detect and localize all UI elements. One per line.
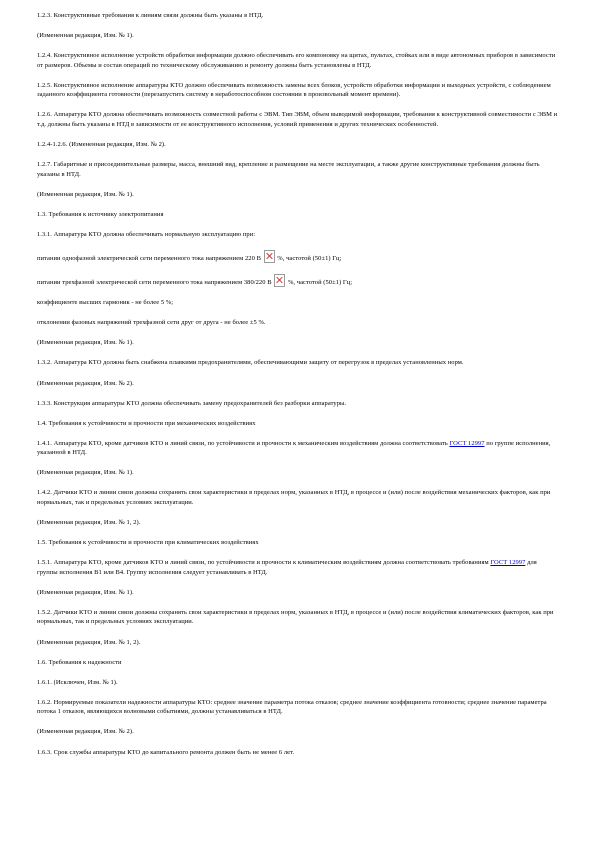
paragraph-text: 1.4.1. Аппаратура КТО, кроме датчиков КТО и линий связи, по устойчивости и прочности к механическим воздействиям должна соответствовать bbox=[37, 439, 450, 447]
amendment-note: (Измененная редакция, Изм. № 2). bbox=[37, 379, 134, 387]
paragraph-1-2-3: 1.2.3. Конструктивные требования к линиям связи должны быть указаны в НТД. bbox=[37, 12, 264, 19]
list-item-harmonics: коэффициенте высших гармоник - не более 5 %; bbox=[37, 299, 174, 307]
paragraph-1-3-1: 1.3.1. Аппаратура КТО должна обеспечивать нормальную эксплуатацию при: bbox=[37, 230, 256, 238]
paragraph-1-2-4: 1.2.4. Конструктивное исполнение устройств обработки информации должно обеспечивать его компоновку на щитах, пультах, стойках или в виде автономных приборов в зависимости от размеров. Объемы и состав операций по техническому обслуживанию и ремонту должны быть установлены в НТД. bbox=[37, 52, 556, 69]
list-item-single-phase bbox=[37, 250, 558, 264]
list-item-deviation: отклонении фазовых напряжений трехфазной сети друг от друга - не более ±5 %. bbox=[37, 319, 266, 327]
paragraph-1-4-2: 1.4.2. Датчики КТО и линии связи должны сохранять свои характеристики в пределах норм, указанных в НТД, в процессе и (или) после воздействия механических факторов, как при нормальных, так и предельных условиях эксплуатации. bbox=[37, 489, 551, 506]
paragraph-text: по группе исполнения, указанной в НТД. bbox=[37, 439, 551, 457]
section-heading-1-4: 1.4. Требования к устойчивости и прочности при механических воздействиях bbox=[37, 419, 256, 427]
amendment-note: (Измененная редакция, Изм. № 1). bbox=[37, 469, 134, 477]
gost-12997-link[interactable]: ГОСТ 12997 bbox=[449, 439, 485, 447]
section-heading-1-6: 1.6. Требования к надежности bbox=[37, 658, 122, 666]
amendment-note: 1.2.4-1.2.6. (Измененная редакция, Изм. № 2). bbox=[37, 140, 166, 148]
paragraph-1-3-3: 1.3.3. Конструкция аппаратуры КТО должна обеспечивать замену предохранителей без разборки аппаратуры. bbox=[37, 399, 347, 407]
paragraph-1-2-7: 1.2.7. Габаритные и присоединительные размеры, масса, внешний вид, крепление и размещение на месте эксплуатации, а также другие конструктивные требования должны быть указаны в НТД. bbox=[37, 161, 540, 178]
paragraph-1-6-2: 1.6.2. Нормируемые показатели надежности аппаратуры КТО: среднее значение параметра потока отказов; среднее значение коэффициента готовности; среднее значение параметра потока 1 отказов, являющихся волновыми событиями, должны устанавливаться в НТД. bbox=[37, 698, 547, 716]
paragraph-1-6-1: 1.6.1. (Исключен, Изм. № 1). bbox=[37, 678, 118, 686]
list-item-text: %, частотой (50±1) Гц; bbox=[275, 254, 342, 262]
paragraph-1-6-3: 1.6.3. Срок службы аппаратуры КТО до капитального ремонта должен быть не менее 6 лет. bbox=[37, 748, 295, 756]
broken-image-icon bbox=[274, 274, 285, 287]
section-heading-1-3: 1.3. Требования к источнику электропитания bbox=[37, 210, 164, 218]
amendment-note: (Измененная редакция, Изм. № 1). bbox=[37, 32, 134, 40]
paragraph-1-2-6: 1.2.6. Аппаратура КТО должна обеспечивать возможность совместной работы с ЭВМ. Тип ЭВМ, объем выводимой информации, требования к конструктивной совместимости с ЭВМ и т.д. должны быть указаны в НТД в зависимости от ее конструктивного исполнения, условий применения и других технических особенностей. bbox=[37, 111, 558, 128]
amendment-note: (Измененная редакция, Изм. № 1, 2). bbox=[37, 519, 141, 527]
paragraph-1-4-1 bbox=[37, 439, 558, 458]
section-heading-1-5: 1.5. Требования к устойчивости и прочности при климатических воздействиях bbox=[37, 539, 259, 547]
list-item-text: питании однофазной электрической сети переменного тока напряжением 220 В bbox=[37, 254, 263, 262]
paragraph-text: для группы исполнения В1 или В4. Группу исполнения следует устанавливать в НТД. bbox=[37, 559, 537, 576]
broken-image-icon bbox=[264, 250, 275, 263]
paragraph-1-3-2: 1.3.2. Аппаратура КТО должна быть снабжена плавкими предохранителями, обеспечивающими защиту от перегрузок в пределах установленных норм. bbox=[37, 359, 464, 367]
amendment-note: (Измененная редакция, Изм. № 1). bbox=[37, 588, 134, 596]
amendment-note: (Измененная редакция, Изм. № 1). bbox=[37, 190, 134, 198]
amendment-note: (Измененная редакция, Изм. № 2). bbox=[37, 728, 134, 736]
amendment-note: (Измененная редакция, Изм. № 1, 2). bbox=[37, 638, 141, 646]
list-item-text: питании трехфазной электрической сети переменного тока напряжением 380/220 В bbox=[37, 279, 274, 287]
list-item-text: %, частотой (50±1) Гц; bbox=[286, 279, 353, 287]
amendment-note: (Измененная редакция, Изм. № 1). bbox=[37, 339, 134, 347]
paragraph-1-5-2: 1.5.2. Датчики КТО и линии связи должны сохранять свои характеристики в пределах норм, указанных в НТД, в процессе и (или) после воздействия климатических факторов, как при нормальных, так и предельных условиях эксплуатации. bbox=[37, 608, 554, 626]
paragraph-text: 1.5.1. Аппаратура КТО, кроме датчиков КТО и линий связи, по устойчивости и прочности к климатическим воздействиям должна соответствовать требованиям bbox=[37, 559, 491, 567]
gost-12997-link[interactable]: ГОСТ 12997 bbox=[490, 559, 526, 567]
paragraph-1-2-5: 1.2.5. Конструктивное исполнение аппаратуры КТО должно обеспечивать возможность замены всех блоков, устройств обработки информации и выходных устройств, с соблюдением заданного коэффициента готовности (перезапустить систему в неработоспособном состоянии в произвольный момент времени). bbox=[37, 81, 551, 99]
document-page bbox=[37, 11, 558, 768]
list-item-three-phase bbox=[37, 274, 558, 288]
paragraph-1-5-1 bbox=[37, 558, 558, 577]
